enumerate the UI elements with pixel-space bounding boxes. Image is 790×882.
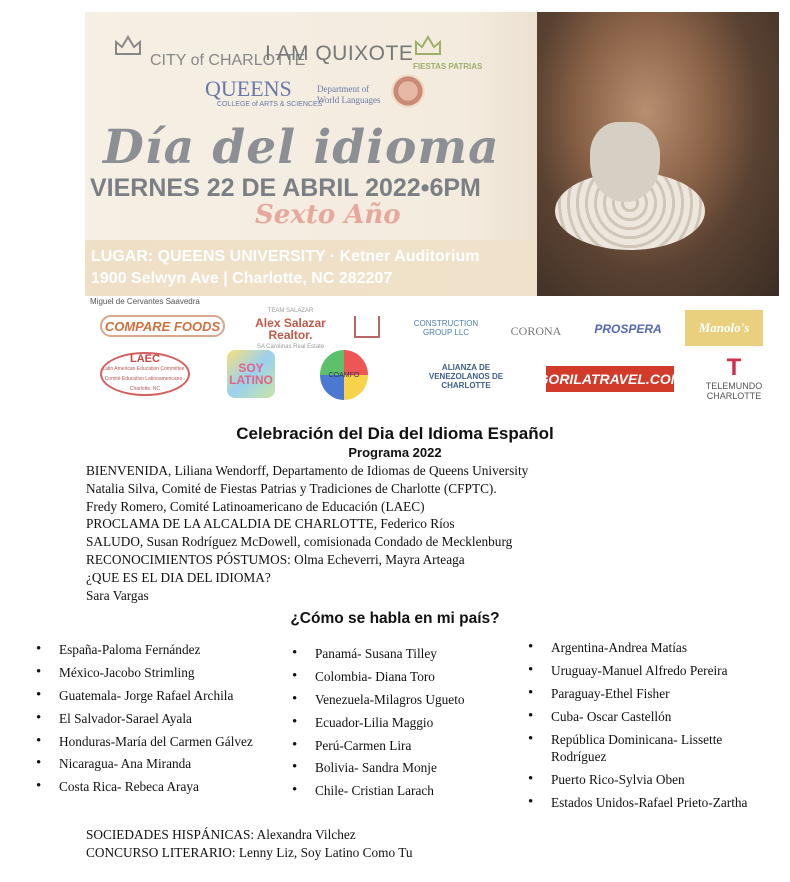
i-am-quixote-logo: I AM QUIXOTE (265, 42, 414, 65)
crown-icon (113, 32, 143, 58)
program-heading: Celebración del Dia del Idioma Español (236, 424, 554, 443)
event-venue: LUGAR: QUEENS UNIVERSITY · Ketner Auditorium (91, 248, 480, 265)
list-item: • Guatemala- Jorge Rafael Archila (36, 687, 301, 705)
list-item: • Uruguay-Manuel Alfredo Pereira (528, 662, 778, 680)
event-title: Día del idioma (103, 120, 500, 175)
footer-line: SOCIEDADES HISPÁNICAS: Alexandra Vilchez (86, 827, 356, 842)
list-item: • Colombia- Diana Toro (292, 668, 522, 686)
alianza-venezolanos-logo: ALIANZA DE VENEZOLANOS DE CHARLOTTE (428, 362, 504, 390)
list-item: • Panamá- Susana Tilley (292, 645, 522, 663)
program-line: SALUDO, Susan Rodríguez McDowell, comisionada Condado de Mecklenburg (86, 534, 513, 550)
prospera-logo: PROSPERA (594, 322, 662, 336)
list-item: • Chile- Cristian Larach (292, 782, 522, 800)
salazar-team-label: TEAM SALAZAR (267, 308, 314, 314)
list-item: • Nicaragua- Ana Miranda (36, 755, 301, 773)
gorilatravel-logo: GORILATRAVEL.COM (546, 366, 674, 392)
portrait-caption: Miguel de Cervantes Saavedra (90, 297, 200, 306)
fiestas-crown-icon (413, 32, 443, 58)
footer-line: CONCURSO LITERARIO: Lenny Liz, Soy Latino Como Tu (86, 844, 413, 860)
queens-logo: QUEENS (205, 76, 292, 101)
telemundo-city: CHARLOTTE (706, 391, 762, 401)
house-icon (354, 316, 380, 338)
program-line: ¿QUE ES EL DIA DEL IDIOMA? (86, 569, 271, 585)
list-item: • Honduras-María del Carmen Gálvez (36, 733, 301, 751)
fiestas-patrias-logo: FIESTAS PATRIAS (413, 62, 483, 71)
countries-heading: ¿Cómo se habla en mi país? (290, 610, 500, 627)
list-item: • España-Paloma Fernández (36, 641, 301, 659)
salazar-subtitle: SA Carolinas Real Estate (256, 344, 325, 350)
countries-column-3 (528, 639, 778, 817)
laec-name: LAEC (130, 353, 160, 365)
event-address: 1900 Selwyn Ave | Charlotte, NC 282207 (91, 270, 393, 287)
construction-group-logo: CONSTRUCTION GROUP LLC (413, 319, 479, 337)
salazar-name: Alex Salazar Realtor. (255, 316, 326, 342)
city-of-charlotte-logo: CITY of CHARLOTTE (150, 52, 306, 69)
laec-logo (100, 352, 190, 396)
list-item: • Estados Unidos-Rafael Prieto-Zartha (528, 794, 778, 812)
telemundo-t-icon: T (726, 354, 742, 381)
event-date: VIERNES 22 DE ABRIL 2022•6PM (90, 174, 481, 202)
world-languages-logo: Department of World Languages (317, 84, 381, 105)
program-list (86, 462, 528, 604)
compare-foods-logo: COMPARE FOODS (100, 315, 225, 337)
list-item: • Cuba- Oscar Castellón (528, 708, 778, 726)
program-line: Sara Vargas (86, 587, 149, 603)
countries-column-1 (36, 641, 301, 801)
soy-latino-logo: SOY LATINO (227, 350, 275, 398)
program-line: RECONOCIMIENTOS PÓSTUMOS: Olma Echeverri, Mayra Arteaga (86, 551, 465, 567)
program-line: Natalia Silva, Comité de Fiestas Patrias y Tradiciones de Charlotte (CFPTC). (86, 480, 497, 496)
list-item: • México-Jacobo Strimling (36, 664, 301, 682)
list-item: • Paraguay-Ethel Fisher (528, 685, 778, 703)
queens-college-subtitle: COLLEGE of ARTS & SCIENCES (217, 101, 323, 108)
laec-subtitle: Latin American Education Committee · Comité Educativo Latinoamericano · Charlotte, NC (102, 366, 188, 392)
seal-icon (391, 74, 425, 108)
event-banner (85, 12, 779, 296)
countries-column-2 (292, 645, 522, 805)
telemundo-name: TELEMUNDO (705, 381, 763, 391)
list-item: • Costa Rica- Rebeca Araya (36, 778, 301, 796)
footer-notes (86, 826, 413, 861)
manolos-logo: Manolo's (685, 310, 763, 346)
list-item: • Venezuela-Milagros Ugueto (292, 691, 522, 709)
program-line: PROCLAMA DE LA ALCALDIA DE CHARLOTTE, Federico Ríos (86, 516, 455, 532)
salazar-realtor-logo (233, 308, 348, 350)
portrait-beard (590, 122, 660, 202)
list-item: • El Salvador-Sarael Ayala (36, 710, 301, 728)
program-line: Fredy Romero, Comité Latinoamericano de Educación (LAEC) (86, 498, 425, 514)
list-item: • República Dominicana- Lissette Rodríguez (528, 731, 778, 766)
coamfo-logo: COAMFO (320, 350, 368, 400)
list-item: • Perú-Carmen Lira (292, 737, 522, 755)
list-item: • Puerto Rico-Sylvia Oben (528, 771, 778, 789)
program-subheading: Programa 2022 (348, 445, 442, 460)
program-line: BIENVENIDA, Liliana Wendorff, Departamento de Idiomas de Queens University (86, 463, 529, 478)
corona-logo: CORONA (510, 323, 562, 338)
telemundo-logo (700, 354, 768, 402)
list-item: • Argentina-Andrea Matías (528, 639, 778, 657)
event-edition: Sexto Año (255, 200, 401, 230)
list-item: • Bolivia- Sandra Monje (292, 759, 522, 777)
list-item: • Ecuador-Lilia Maggio (292, 714, 522, 732)
